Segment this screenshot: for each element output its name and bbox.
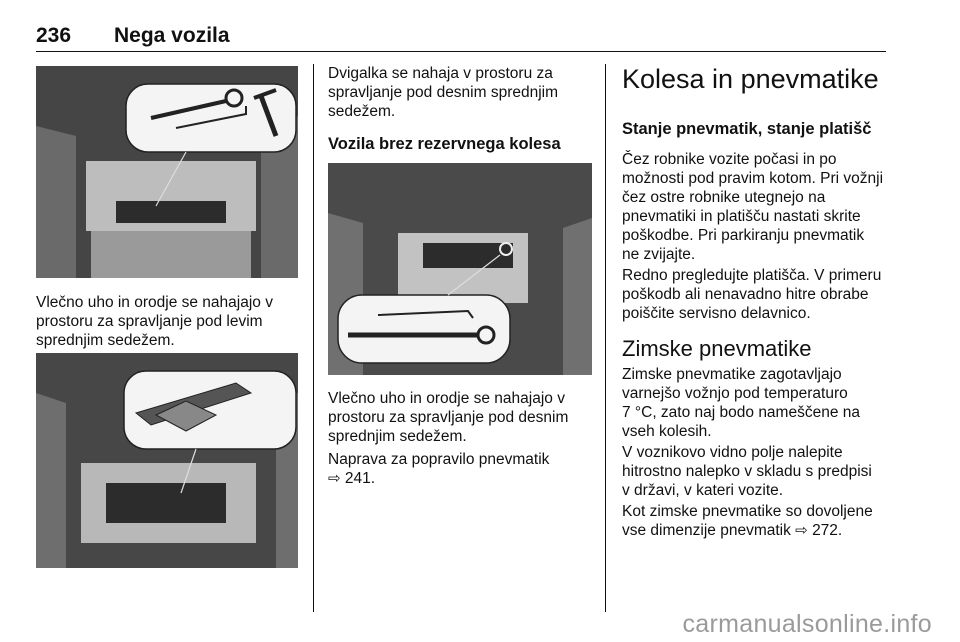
page-number: 236 bbox=[36, 24, 72, 47]
column-divider-1 bbox=[313, 64, 314, 612]
subheading-no-spare-wheel: Vozila brez rezervnega kolesa bbox=[328, 135, 561, 153]
jack-location-text: Dvigalka se nahaja v prostoru za spravljanje pod desnim sprednjim sedežem. bbox=[328, 65, 559, 120]
illustration-jack bbox=[36, 353, 298, 568]
illustration-right-storage-tools bbox=[328, 163, 592, 375]
paragraph-winter-tyres: Zimske pnevmatike zagotavljajo varnejšo vožnjo pod temperaturo 7 °C, zato naj bodo nameščene na vseh kolesih. bbox=[622, 366, 860, 440]
subheading-tyre-rim-condition: Stanje pnevmatik, stanje platišč bbox=[622, 120, 872, 138]
paragraph-speed-sticker: V voznikovo vidno polje nalepite hitrostno nalepko v skladu s predpisi v državi, v kateri vozite. bbox=[622, 444, 872, 499]
paragraph-tyre-dimensions: Kot zimske pnevmatike so dovoljene vse dimenzije pnevmatik ⇨ 272. bbox=[622, 503, 873, 539]
paragraph-kerbs: Čez robnike vozite počasi in po možnosti pod pravim kotom. Pri vožnji čez ostre robnike utegnejo na pnevmatiki in platišču nastati skrite poškodbe. Pri parkiranju pnevmatik ne zvijajte. bbox=[622, 151, 884, 263]
caption-right-tools: Vlečno uho in orodje se nahajajo v prostoru za spravljanje pod desnim sprednjim sedežem. bbox=[328, 390, 569, 445]
tyre-repair-kit-text: Naprava za popravilo pnevmatik ⇨ 241. bbox=[328, 451, 550, 487]
page-reference-arrow-icon: ⇨ bbox=[795, 522, 808, 539]
heading-wheels-and-tyres: Kolesa in pnevmatike bbox=[622, 64, 879, 94]
page-title: Nega vozila bbox=[114, 24, 230, 47]
paragraph-rim-inspection: Redno pregledujte platišča. V primeru poškodb ali nenavadno hitre obrabe poiščite servisno delavnico. bbox=[622, 267, 882, 322]
page-reference-arrow-icon: ⇨ bbox=[328, 470, 341, 487]
watermark: carmanualsonline.info bbox=[682, 610, 932, 638]
illustration-left-storage-tools bbox=[36, 66, 298, 278]
header-rule bbox=[36, 51, 886, 52]
caption-left-tools: Vlečno uho in orodje se nahajajo v prostoru za spravljanje pod levim sprednjim sedežem. bbox=[36, 294, 273, 349]
heading-winter-tyres: Zimske pnevmatike bbox=[622, 336, 812, 361]
page-reference-272[interactable]: 272. bbox=[812, 522, 843, 539]
column-divider-2 bbox=[605, 64, 606, 612]
page-reference-241[interactable]: 241. bbox=[344, 470, 376, 487]
